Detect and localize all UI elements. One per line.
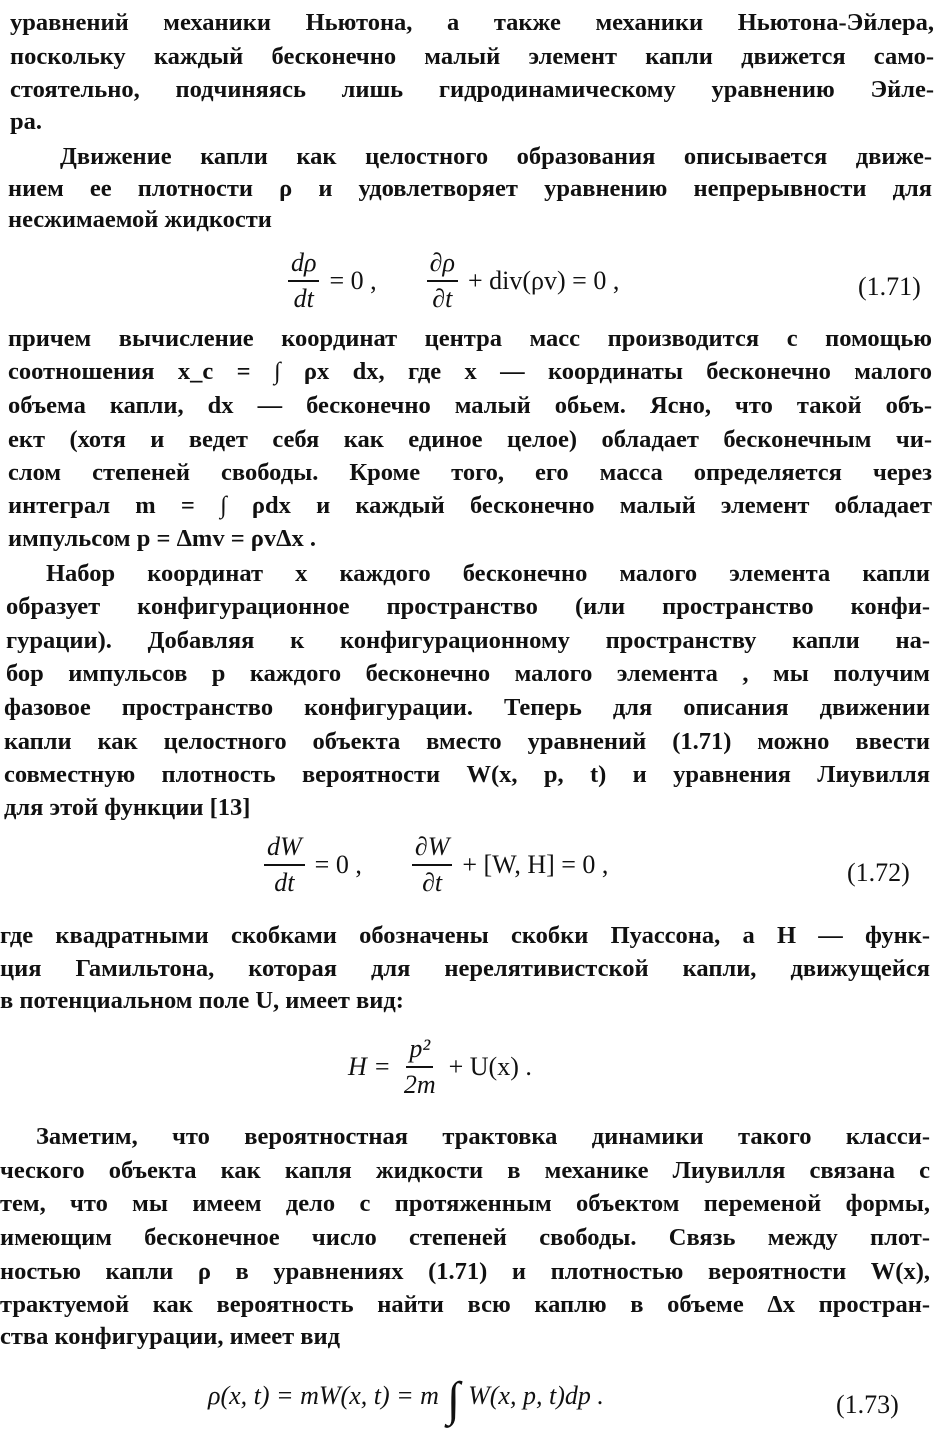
text-line: объема капли, dx — бесконечно малый обьем. Ясно, что такой объ- xyxy=(8,392,932,419)
equation-number: (1.71) xyxy=(858,272,921,301)
text-line: Движение капли как целостного образования описывается движе- xyxy=(60,143,932,170)
text-line: трактуемой как вероятность найти всю каплю в объеме Δx простран- xyxy=(0,1291,930,1318)
equation-hamiltonian: H = $\frac{\text{p²}}{2m}$ + U(x) . xyxy=(348,1034,532,1099)
fraction: $\frac{dW}{dt}$ xyxy=(264,832,305,898)
text-line: для этой функции [13] xyxy=(4,794,251,821)
text-line: поскольку каждый бесконечно малый элемент капли движется само- xyxy=(10,43,934,70)
fraction: $\frac{\text{p²}}{2m}$ xyxy=(403,1034,436,1099)
fraction: $\frac{\partial W}{\partial t}$ xyxy=(412,832,453,898)
text-line: импульсом p = Δmv = ρvΔx . xyxy=(8,525,317,552)
text-line: имеющим бесконечное число степеней свободы. Связь между плот- xyxy=(0,1224,930,1251)
text-line: уравнений механики Ньютона, а также механики Ньютона-Эйлера, xyxy=(10,9,934,36)
equation-1-71: $\frac{d\rho}{dt}$ = 0 , $\frac{\partial\rho}{\partial t}$ + div(ρv) = 0 , xyxy=(282,248,623,314)
text-line: причем вычисление координат центра масс производится с помощью xyxy=(8,325,932,352)
text-line: бор импульсов p каждого бесконечно малого элемента , мы получим xyxy=(6,660,930,687)
integral-sign: ∫ xyxy=(446,1373,461,1426)
text-line: стоятельно, подчиняясь лишь гидродинамическому уравнению Эйле- xyxy=(10,76,934,103)
text-line: Заметим, что вероятностная трактовка динамики такого класси- xyxy=(36,1123,930,1150)
text-line: образует конфигурационное пространство (или пространство конфи- xyxy=(6,593,930,620)
text-line: в потенциальном поле U, имеет вид: xyxy=(0,987,404,1014)
text-line: несжимаемой жидкости xyxy=(8,206,272,233)
text-line: слом степеней свободы. Кроме того, его масса определяется через xyxy=(8,459,932,486)
text-line: ческого объекта как капля жидкости в механике Лиувилля связана с xyxy=(0,1157,930,1184)
equation-number: (1.73) xyxy=(836,1390,899,1419)
equation-number: (1.72) xyxy=(847,858,910,887)
text-line: гурации). Добавляя к конфигурационному пространству капли на- xyxy=(6,627,930,654)
text-line: где квадратными скобками обозначены скобки Пуассона, а H — функ- xyxy=(0,922,930,949)
equation-1-72: $\frac{dW}{dt}$ = 0 , $\frac{\partial W}{\partial t}$ + [W, H] = 0 , xyxy=(258,832,612,898)
text-line: ект (хотя и ведет себя как единое целое) обладает бесконечным чи- xyxy=(8,426,932,453)
text-line: интеграл m = ∫ ρdx и каждый бесконечно малый элемент обладает xyxy=(8,492,932,519)
text-line: совместную плотность вероятности W(x, p, t) и уравнения Лиувилля xyxy=(4,761,930,788)
equation-1-73: ρ(x, t) = mW(x, t) = m ∫ W(x, p, t)dp . xyxy=(208,1373,604,1426)
text-line: ция Гамильтона, которая для нерелятивистской капли, движущейся xyxy=(0,955,930,982)
text-line: тем, что мы имеем дело с протяженным объектом переменой формы, xyxy=(0,1190,930,1217)
text-line: нием ее плотности ρ и удовлетворяет уравнению непрерывности для xyxy=(8,175,932,202)
fraction: $\frac{d\rho}{dt}$ xyxy=(288,248,319,314)
text-line: соотношения x_c = ∫ ρx dx, где x — координаты бесконечно малого xyxy=(8,358,932,385)
text-line: ра. xyxy=(10,108,43,135)
text-line: ностью капли ρ в уравнениях (1.71) и плотностью вероятности W(x), xyxy=(0,1258,930,1285)
text-line: Набор координат x каждого бесконечно малого элемента капли xyxy=(46,560,930,587)
text-line: фазовое пространство конфигурации. Теперь для описания движении xyxy=(4,694,930,721)
text-line: ства конфигурации, имеет вид xyxy=(0,1323,341,1350)
fraction: $\frac{\partial\rho}{\partial t}$ xyxy=(427,248,458,314)
text-line: капли как целостного объекта вместо уравнений (1.71) можно ввести xyxy=(4,728,930,755)
